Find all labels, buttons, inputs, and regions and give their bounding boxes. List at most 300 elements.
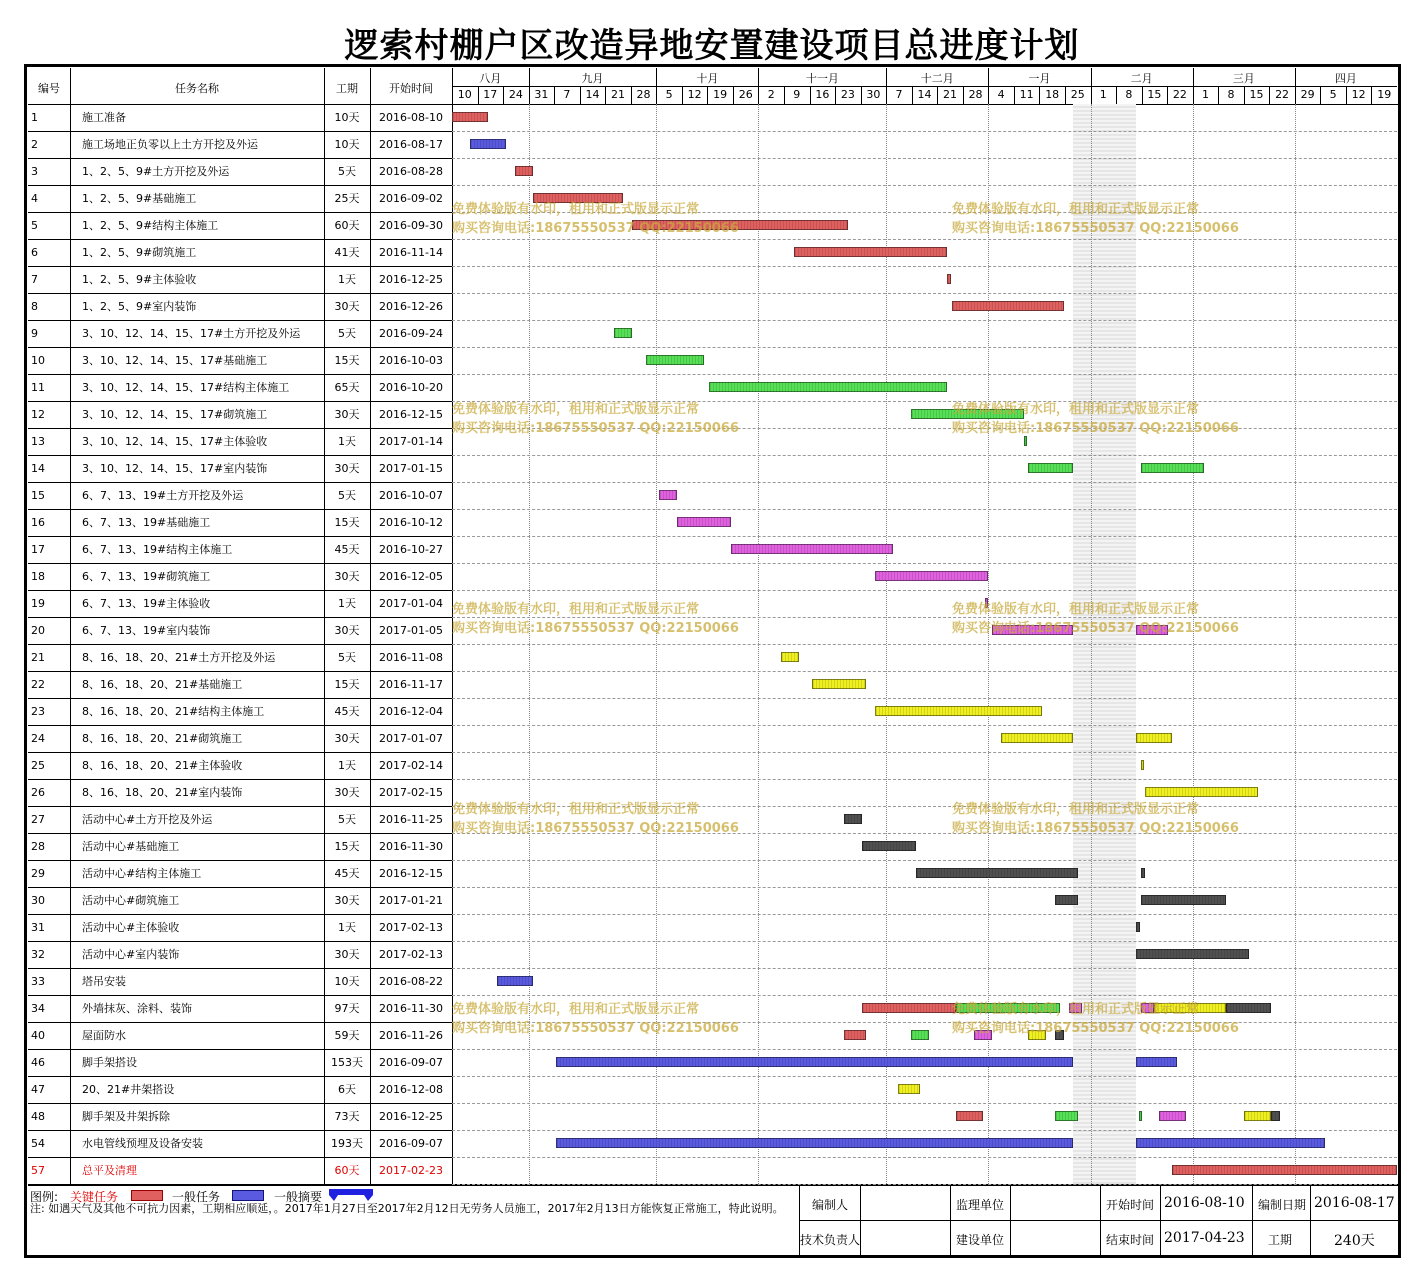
gantt-bar[interactable]: [844, 1030, 867, 1040]
footer-maker-label: 编制人: [812, 1198, 849, 1212]
timeline-day: 8: [1227, 88, 1235, 101]
task-duration: 1天: [338, 435, 356, 448]
task-duration: 1天: [338, 273, 356, 286]
timeline-day: 28: [968, 88, 983, 101]
timeline-day: 24: [508, 88, 523, 101]
gantt-bar[interactable]: [556, 1138, 1074, 1148]
task-duration: 30天: [334, 300, 360, 313]
watermark-line2: 购买咨询电话:18675550537 QQ:22150066: [952, 221, 1239, 236]
footer-end-label: 结束时间: [1106, 1233, 1155, 1247]
gantt-bar[interactable]: [614, 328, 632, 338]
task-duration: 10天: [334, 975, 360, 988]
task-id: 14: [31, 462, 45, 475]
timeline-day: 17: [483, 88, 498, 101]
timeline-day: 15: [1249, 88, 1264, 101]
gantt-bar[interactable]: [862, 1003, 957, 1013]
timeline-day: 16: [815, 88, 830, 101]
task-start: 2016-11-17: [379, 678, 443, 691]
gantt-bar[interactable]: [1141, 463, 1204, 473]
timeline-day: 26: [738, 88, 753, 101]
watermark: [952, 1000, 1239, 1038]
task-id: 48: [31, 1110, 45, 1123]
watermark-line2: 购买咨询电话:18675550537 QQ:22150066: [952, 1021, 1239, 1036]
task-start: 2017-01-21: [379, 894, 443, 907]
task-duration: 1天: [338, 597, 356, 610]
gantt-bar[interactable]: [709, 382, 948, 392]
task-id: 4: [31, 192, 38, 205]
timeline-day: 11: [1019, 88, 1034, 101]
task-id: 27: [31, 813, 45, 826]
timeline-month: 九月: [581, 72, 604, 85]
header-start: 开始时间: [389, 82, 433, 95]
task-start: 2016-10-20: [379, 381, 443, 394]
task-name: 3、10、12、14、15、17#结构主体施工: [82, 381, 290, 394]
task-start: 2016-09-24: [379, 327, 443, 340]
task-id: 9: [31, 327, 38, 340]
task-name: 1、2、5、9#土方开挖及外运: [82, 165, 230, 178]
timeline-day: 19: [1377, 88, 1392, 101]
gantt-bar[interactable]: [1136, 1138, 1325, 1148]
task-duration: 45天: [334, 543, 360, 556]
watermark-line1: 免费体验版有水印，租用和正式版显示正常: [452, 1002, 700, 1017]
task-name: 3、10、12、14、15、17#基础施工: [82, 354, 268, 367]
watermark-line2: 购买咨询电话:18675550537 QQ:22150066: [952, 821, 1239, 836]
watermark-line2: 购买咨询电话:18675550537 QQ:22150066: [452, 421, 739, 436]
task-duration: 5天: [338, 489, 356, 502]
task-start: 2017-02-14: [379, 759, 443, 772]
gantt-bar[interactable]: [1001, 733, 1073, 743]
task-duration: 30天: [334, 624, 360, 637]
task-id: 47: [31, 1083, 45, 1096]
header-duration: 工期: [336, 82, 358, 95]
watermark: [952, 800, 1239, 838]
timeline-day: 4: [997, 88, 1005, 101]
gantt-bar[interactable]: [898, 1084, 921, 1094]
timeline-day: 29: [1300, 88, 1315, 101]
footer-note: 注: 如遇天气及其他不可抗力因素，工期相应顺延，。2017年1月27日至2017年2月12日无劳务人员施工，2017年2月13日方能恢复正常施工，特此说明。: [30, 1202, 784, 1215]
watermark-line1: 免费体验版有水印，租用和正式版显示正常: [952, 402, 1200, 417]
watermark: [952, 600, 1239, 638]
task-duration: 30天: [334, 408, 360, 421]
task-start: 2016-08-22: [379, 975, 443, 988]
task-start: 2016-09-07: [379, 1056, 443, 1069]
task-id: 23: [31, 705, 45, 718]
gantt-bar[interactable]: [875, 706, 1042, 716]
task-id: 7: [31, 273, 38, 286]
task-start: 2016-11-30: [379, 840, 443, 853]
timeline-day: 14: [585, 88, 600, 101]
watermark-line1: 免费体验版有水印，租用和正式版显示正常: [452, 802, 700, 817]
task-duration: 30天: [334, 894, 360, 907]
timeline-day: 9: [793, 88, 801, 101]
task-id: 33: [31, 975, 45, 988]
timeline-day: 8: [1125, 88, 1133, 101]
timeline-month: 一月: [1028, 72, 1051, 85]
footer-supervisor-label: 监理单位: [956, 1198, 1005, 1212]
gantt-bar[interactable]: [470, 139, 506, 149]
task-duration: 73天: [334, 1110, 360, 1123]
watermark-line2: 购买咨询电话:18675550537 QQ:22150066: [952, 421, 1239, 436]
task-duration: 193天: [331, 1137, 363, 1150]
legend-label: 图例:: [30, 1190, 59, 1204]
gantt-bar[interactable]: [497, 976, 533, 986]
task-duration: 15天: [334, 516, 360, 529]
gantt-bar[interactable]: [1141, 868, 1146, 878]
legend-summary-icon: [328, 1188, 374, 1202]
task-name: 8、16、18、20、21#土方开挖及外运: [82, 651, 276, 664]
task-id: 8: [31, 300, 38, 313]
task-duration: 97天: [334, 1002, 360, 1015]
task-duration: 30天: [334, 948, 360, 961]
gantt-bar[interactable]: [515, 166, 533, 176]
gantt-bar[interactable]: [956, 1111, 983, 1121]
task-id: 40: [31, 1029, 45, 1042]
footer-date-label: 编制日期: [1258, 1198, 1307, 1212]
task-start: 2016-12-05: [379, 570, 443, 583]
task-duration: 10天: [334, 138, 360, 151]
task-duration: 15天: [334, 678, 360, 691]
gantt-bar[interactable]: [916, 868, 1078, 878]
gantt-bar[interactable]: [1055, 1111, 1078, 1121]
task-start: 2016-10-03: [379, 354, 443, 367]
watermark: [452, 600, 739, 638]
timeline-month: 二月: [1130, 72, 1153, 85]
task-name: 1、2、5、9#结构主体施工: [82, 219, 219, 232]
task-name: 3、10、12、14、15、17#砌筑施工: [82, 408, 268, 421]
task-start: 2016-11-30: [379, 1002, 443, 1015]
gantt-bar[interactable]: [1172, 1165, 1397, 1175]
gantt-bar[interactable]: [781, 652, 799, 662]
task-name: 6、7、13、19#砌筑施工: [82, 570, 211, 583]
footer-builder-label: 建设单位: [956, 1233, 1005, 1247]
task-id: 2: [31, 138, 38, 151]
task-duration: 60天: [334, 1164, 360, 1177]
legend-critical-swatch: [131, 1190, 163, 1201]
task-start: 2016-12-15: [379, 867, 443, 880]
task-id: 22: [31, 678, 45, 691]
task-id: 16: [31, 516, 45, 529]
timeline-day: 23: [840, 88, 855, 101]
timeline-month: 十二月: [920, 72, 954, 85]
timeline-day: 5: [1329, 88, 1337, 101]
task-name: 活动中心#土方开挖及外运: [82, 813, 213, 826]
task-start: 2016-11-08: [379, 651, 443, 664]
timeline-month: 十月: [696, 72, 719, 85]
task-duration: 5天: [338, 651, 356, 664]
watermark-line2: 购买咨询电话:18675550537 QQ:22150066: [952, 621, 1239, 636]
timeline-day: 7: [563, 88, 571, 101]
timeline-day: 12: [687, 88, 702, 101]
watermark-line2: 购买咨询电话:18675550537 QQ:22150066: [452, 221, 739, 236]
task-start: 2016-11-26: [379, 1029, 443, 1042]
task-name: 脚手架及井架拆除: [82, 1110, 170, 1123]
task-start: 2016-09-30: [379, 219, 443, 232]
timeline-day: 19: [713, 88, 728, 101]
watermark-line1: 免费体验版有水印，租用和正式版显示正常: [952, 602, 1200, 617]
watermark: [452, 200, 739, 238]
task-duration: 59天: [334, 1029, 360, 1042]
watermark-line2: 购买咨询电话:18675550537 QQ:22150066: [452, 821, 739, 836]
timeline-day: 21: [943, 88, 958, 101]
task-id: 3: [31, 165, 38, 178]
task-start: 2017-01-14: [379, 435, 443, 448]
gantt-bar[interactable]: [1244, 1111, 1271, 1121]
task-id: 11: [31, 381, 45, 394]
task-duration: 10天: [334, 111, 360, 124]
task-duration: 30天: [334, 732, 360, 745]
footer-tech-label: 技术负责人: [800, 1233, 861, 1247]
footer-end-value: 2017-04-23: [1164, 1230, 1245, 1246]
gantt-bar[interactable]: [844, 814, 862, 824]
task-id: 6: [31, 246, 38, 259]
task-duration: 1天: [338, 921, 356, 934]
task-start: 2016-09-07: [379, 1137, 443, 1150]
watermark-line2: 购买咨询电话:18675550537 QQ:22150066: [452, 621, 739, 636]
task-name: 脚手架搭设: [82, 1056, 137, 1069]
task-name: 8、16、18、20、21#基础施工: [82, 678, 243, 691]
timeline-day: 15: [1147, 88, 1162, 101]
task-id: 12: [31, 408, 45, 421]
timeline-day: 31: [534, 88, 549, 101]
task-start: 2017-02-13: [379, 921, 443, 934]
timeline-month: 三月: [1232, 72, 1255, 85]
task-name: 8、16、18、20、21#砌筑施工: [82, 732, 243, 745]
gantt-bar[interactable]: [1141, 760, 1144, 770]
timeline-day: 22: [1275, 88, 1290, 101]
task-name: 8、16、18、20、21#室内装饰: [82, 786, 243, 799]
timeline-day: 2: [767, 88, 775, 101]
timeline-month: 十一月: [805, 72, 839, 85]
task-name: 活动中心#结构主体施工: [82, 867, 202, 880]
task-start: 2016-12-25: [379, 273, 443, 286]
gantt-bar[interactable]: [646, 355, 705, 365]
task-id: 25: [31, 759, 45, 772]
watermark: [452, 400, 739, 438]
page-title: 逻索村棚户区改造异地安置建设项目总进度计划: [344, 26, 1080, 66]
gantt-bar[interactable]: [794, 247, 947, 257]
task-duration: 5天: [338, 327, 356, 340]
gantt-bar[interactable]: [731, 544, 893, 554]
watermark: [952, 400, 1239, 438]
gantt-bar[interactable]: [1141, 895, 1227, 905]
footer-duration-label: 工期: [1268, 1233, 1293, 1247]
task-duration: 5天: [338, 813, 356, 826]
gantt-bar[interactable]: [812, 679, 866, 689]
task-start: 2016-12-04: [379, 705, 443, 718]
task-start: 2016-08-28: [379, 165, 443, 178]
timeline-day: 14: [917, 88, 932, 101]
task-name: 施工场地正负零以上土方开挖及外运: [82, 138, 258, 151]
gantt-bar[interactable]: [862, 841, 916, 851]
timeline-day: 12: [1351, 88, 1366, 101]
task-name: 活动中心#主体验收: [82, 921, 180, 934]
gantt-bar[interactable]: [1271, 1111, 1280, 1121]
timeline-day: 22: [1172, 88, 1187, 101]
task-duration: 65天: [334, 381, 360, 394]
task-name: 6、7、13、19#结构主体施工: [82, 543, 233, 556]
gantt-bar[interactable]: [659, 490, 677, 500]
task-name: 总平及清理: [82, 1164, 137, 1177]
gantt-bar[interactable]: [1136, 922, 1140, 932]
task-id: 13: [31, 435, 45, 448]
task-name: 1、2、5、9#基础施工: [82, 192, 197, 205]
task-start: 2017-02-15: [379, 786, 443, 799]
task-start: 2017-01-07: [379, 732, 443, 745]
task-name: 6、7、13、19#室内装饰: [82, 624, 211, 637]
task-start: 2016-09-02: [379, 192, 443, 205]
task-id: 46: [31, 1056, 45, 1069]
gantt-bar[interactable]: [1136, 733, 1172, 743]
task-duration: 30天: [334, 462, 360, 475]
legend-summary-label: 一般摘要: [274, 1190, 323, 1204]
task-id: 28: [31, 840, 45, 853]
task-name: 1、2、5、9#主体验收: [82, 273, 197, 286]
timeline-day: 1: [1099, 88, 1107, 101]
task-id: 19: [31, 597, 45, 610]
header-name: 任务名称: [175, 82, 219, 95]
task-id: 32: [31, 948, 45, 961]
gantt-bar[interactable]: [911, 1030, 929, 1040]
task-id: 26: [31, 786, 45, 799]
task-duration: 153天: [331, 1056, 363, 1069]
gantt-bar[interactable]: [1136, 1057, 1177, 1067]
task-id: 31: [31, 921, 45, 934]
task-name: 8、16、18、20、21#结构主体施工: [82, 705, 265, 718]
task-id: 54: [31, 1137, 45, 1150]
task-id: 1: [31, 111, 38, 124]
task-start: 2016-08-10: [379, 111, 443, 124]
task-id: 24: [31, 732, 45, 745]
header-id: 编号: [38, 82, 60, 95]
timeline-day: 21: [611, 88, 625, 101]
task-start: 2016-12-26: [379, 300, 443, 313]
task-name: 外墙抹灰、涂料、装饰: [82, 1002, 192, 1015]
gantt-bar[interactable]: [1159, 1111, 1186, 1121]
legend-critical-label: 关键任务: [70, 1190, 119, 1204]
task-start: 2016-12-15: [379, 408, 443, 421]
task-name: 3、10、12、14、15、17#土方开挖及外运: [82, 327, 301, 340]
watermark-line1: 免费体验版有水印，租用和正式版显示正常: [952, 802, 1200, 817]
timeline-month: 四月: [1334, 72, 1357, 85]
task-id: 57: [31, 1164, 45, 1177]
task-start: 2017-02-23: [379, 1164, 443, 1177]
task-name: 1、2、5、9#砌筑施工: [82, 246, 197, 259]
task-duration: 15天: [334, 354, 360, 367]
gantt-bar[interactable]: [1145, 787, 1258, 797]
task-id: 20: [31, 624, 45, 637]
watermark-line1: 免费体验版有水印，租用和正式版显示正常: [452, 202, 700, 217]
timeline-day: 18: [1045, 88, 1060, 101]
task-start: 2016-12-25: [379, 1110, 443, 1123]
task-duration: 30天: [334, 786, 360, 799]
task-name: 1、2、5、9#室内装饰: [82, 300, 197, 313]
task-id: 10: [31, 354, 45, 367]
task-duration: 41天: [334, 246, 360, 259]
task-start: 2017-01-04: [379, 597, 443, 610]
watermark: [452, 1000, 739, 1038]
task-name: 塔吊安装: [82, 975, 126, 988]
footer-duration-value: 240天: [1334, 1233, 1375, 1249]
timeline-day: 10: [457, 88, 472, 101]
gantt-bar[interactable]: [947, 274, 951, 284]
task-start: 2016-10-07: [379, 489, 443, 502]
task-name: 6、7、13、19#主体验收: [82, 597, 211, 610]
footer-start-value: 2016-08-10: [1164, 1195, 1245, 1211]
timeline-day: 25: [1070, 88, 1085, 101]
task-duration: 15天: [334, 840, 360, 853]
task-name: 活动中心#基础施工: [82, 840, 180, 853]
task-start: 2017-01-15: [379, 462, 443, 475]
task-id: 18: [31, 570, 45, 583]
task-start: 2017-02-13: [379, 948, 443, 961]
gantt-bar[interactable]: [452, 112, 488, 122]
task-start: 2017-01-05: [379, 624, 443, 637]
gantt-bar[interactable]: [875, 571, 988, 581]
gantt-bar[interactable]: [1055, 895, 1078, 905]
task-id: 30: [31, 894, 45, 907]
task-name: 屋面防水: [82, 1029, 126, 1042]
task-start: 2016-10-27: [379, 543, 443, 556]
footer-start-label: 开始时间: [1106, 1198, 1155, 1212]
gantt-bar[interactable]: [1028, 463, 1073, 473]
timeline-day: 30: [866, 88, 881, 101]
watermark-line1: 免费体验版有水印，租用和正式版显示正常: [452, 402, 700, 417]
gantt-bar[interactable]: [1139, 1111, 1142, 1121]
watermark-line1: 免费体验版有水印，租用和正式版显示正常: [452, 602, 700, 617]
task-duration: 25天: [334, 192, 360, 205]
gantt-bar[interactable]: [556, 1057, 1074, 1067]
task-duration: 5天: [338, 165, 356, 178]
task-duration: 6天: [338, 1083, 356, 1096]
task-id: 34: [31, 1002, 45, 1015]
task-id: 17: [31, 543, 45, 556]
task-id: 29: [31, 867, 45, 880]
task-duration: 30天: [334, 570, 360, 583]
task-start: 2016-08-17: [379, 138, 443, 151]
task-id: 5: [31, 219, 38, 232]
timeline-month: 八月: [479, 72, 502, 85]
task-duration: 60天: [334, 219, 360, 232]
task-name: 20、21#井架搭设: [82, 1083, 175, 1096]
task-start: 2016-12-08: [379, 1083, 443, 1096]
task-name: 3、10、12、14、15、17#主体验收: [82, 435, 268, 448]
timeline-day: 5: [665, 88, 673, 101]
task-name: 活动中心#砌筑施工: [82, 894, 180, 907]
legend-normal-swatch: [232, 1190, 264, 1201]
gantt-bar[interactable]: [952, 301, 1065, 311]
task-name: 6、7、13、19#土方开挖及外运: [82, 489, 244, 502]
watermark-line1: 免费体验版有水印，租用和正式版显示正常: [952, 202, 1200, 217]
task-name: 水电管线预埋及设备安装: [82, 1137, 203, 1150]
task-id: 21: [31, 651, 45, 664]
watermark-line2: 购买咨询电话:18675550537 QQ:22150066: [452, 1021, 739, 1036]
watermark: [952, 200, 1239, 238]
task-duration: 45天: [334, 705, 360, 718]
footer-date-value: 2016-08-17: [1314, 1195, 1395, 1211]
task-name: 3、10、12、14、15、17#室内装饰: [82, 462, 268, 475]
legend-normal-label: 一般任务: [172, 1190, 221, 1204]
watermark: [452, 800, 739, 838]
task-start: 2016-11-25: [379, 813, 443, 826]
watermark-line1: 免费体验版有水印，租用和正式版显示正常: [952, 1002, 1200, 1017]
gantt-bar[interactable]: [1136, 949, 1249, 959]
task-start: 2016-11-14: [379, 246, 443, 259]
timeline-day: 1: [1201, 88, 1209, 101]
task-name: 活动中心#室内装饰: [82, 948, 180, 961]
gantt-bar[interactable]: [677, 517, 731, 527]
task-start: 2016-10-12: [379, 516, 443, 529]
task-name: 8、16、18、20、21#主体验收: [82, 759, 243, 772]
